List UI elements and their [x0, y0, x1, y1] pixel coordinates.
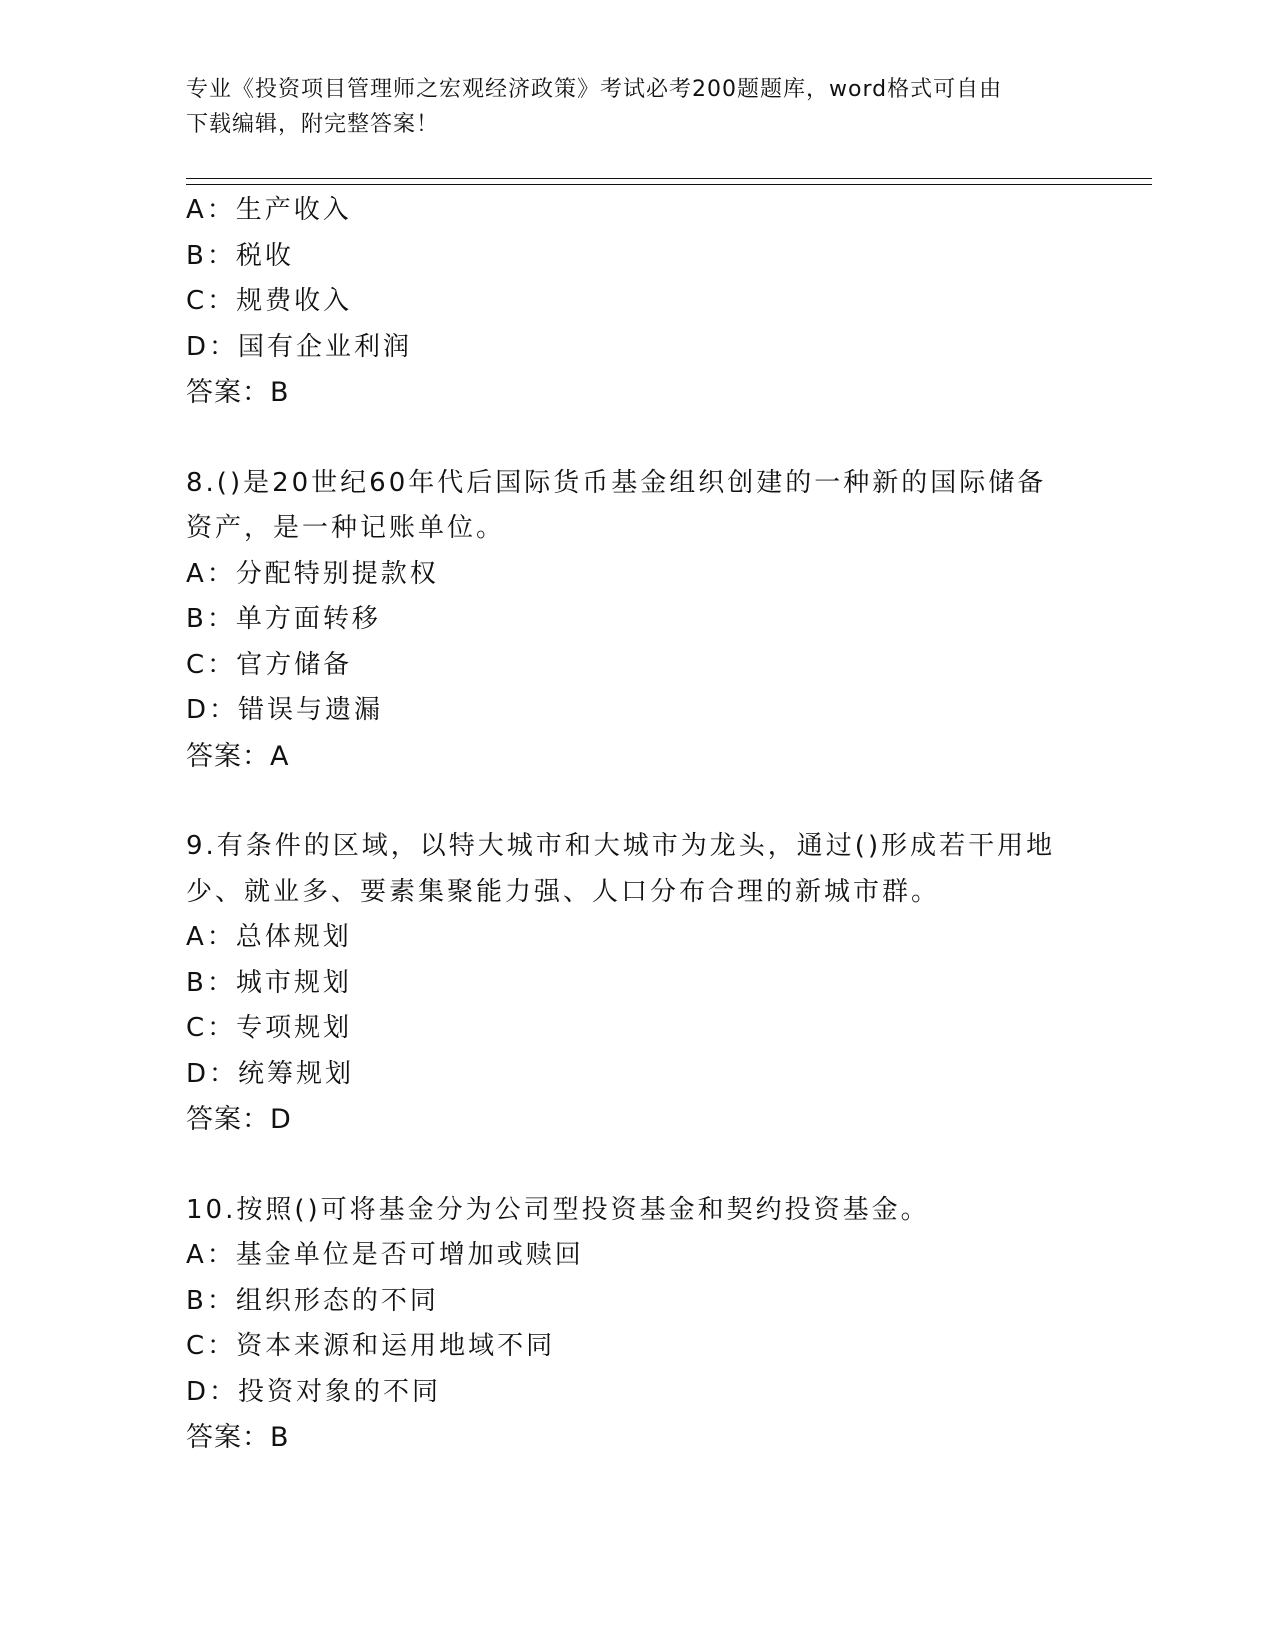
- question-stem: 9.有条件的区域，以特大城市和大城市为龙头，通过()形成若干用地: [186, 831, 1056, 861]
- option-b: B：税收: [186, 240, 294, 271]
- option-c: C：专项规划: [186, 1013, 353, 1043]
- option-a: A：总体规划: [186, 922, 352, 952]
- question-10: [186, 1188, 1066, 1461]
- document-header: [186, 72, 1066, 142]
- header-line-2: 下载编辑，附完整答案！: [186, 112, 440, 137]
- question-stem-continued: 资产，是一种记账单位。: [186, 513, 506, 543]
- question-7: [186, 188, 1066, 416]
- answer: 答案：A: [186, 740, 290, 772]
- question-9: [186, 824, 1066, 1143]
- option-d: D：错误与遗漏: [186, 695, 384, 725]
- option-c: C：官方储备: [186, 649, 353, 680]
- answer: 答案：B: [186, 1422, 290, 1453]
- option-b: B：单方面转移: [186, 604, 381, 634]
- option-d: D：统筹规划: [186, 1058, 355, 1089]
- option-c: C：规费收入: [186, 286, 353, 316]
- option-c: C：资本来源和运用地域不同: [186, 1331, 556, 1361]
- option-a: A：生产收入: [186, 195, 352, 225]
- question-list: [186, 188, 1066, 1461]
- option-b: B：组织形态的不同: [186, 1285, 439, 1316]
- answer: 答案：B: [186, 377, 290, 408]
- question-stem-continued: 少、就业多、要素集聚能力强、人口分布合理的新城市群。: [186, 876, 941, 907]
- option-a: A：基金单位是否可增加或赎回: [186, 1240, 584, 1270]
- question-8: [186, 461, 1066, 780]
- question-stem: 10.按照()可将基金分为公司型投资基金和契约投资基金。: [186, 1194, 930, 1225]
- answer: 答案：D: [186, 1104, 292, 1135]
- question-stem: 8.()是20世纪60年代后国际货币基金组织创建的一种新的国际储备: [186, 467, 1047, 498]
- option-a: A：分配特别提款权: [186, 558, 439, 589]
- option-d: D：投资对象的不同: [186, 1376, 442, 1407]
- option-d: D：国有企业利润: [186, 331, 413, 362]
- option-b: B：城市规划: [186, 967, 352, 998]
- header-divider: [186, 178, 1152, 185]
- header-line-1: 专业《投资项目管理师之宏观经济政策》考试必考200题题库，word格式可自由: [186, 77, 1003, 102]
